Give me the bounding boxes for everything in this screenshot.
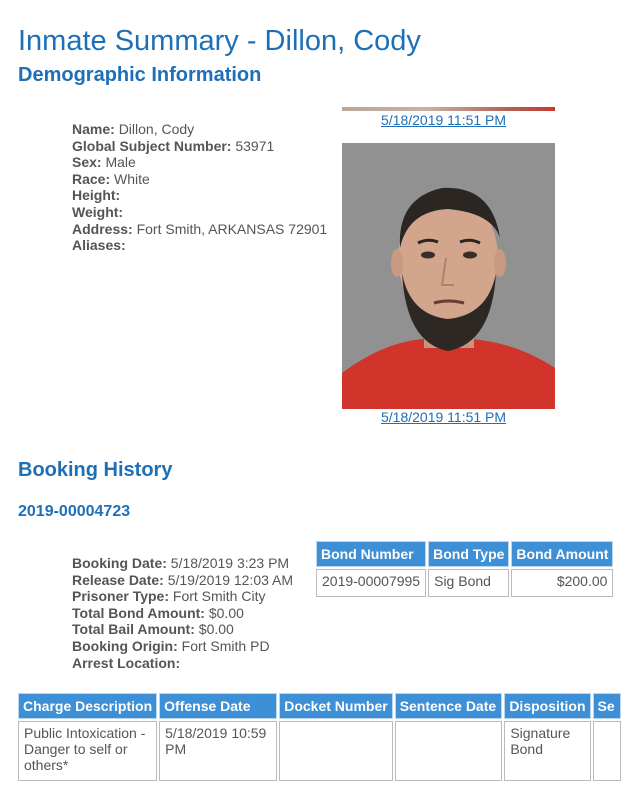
booking-number: 2019-00004723 xyxy=(18,503,131,520)
demographic-heading: Demographic Information xyxy=(18,64,262,86)
charge-description-header: Charge Description xyxy=(18,693,157,719)
field-booking-origin: Booking Origin: Fort Smith PD xyxy=(72,637,270,654)
photo-date-link-bottom[interactable]: 5/18/2019 11:51 PM xyxy=(381,409,507,425)
offense-date-header: Offense Date xyxy=(159,693,277,719)
page-title: Inmate Summary - Dillon, Cody xyxy=(18,25,421,58)
sentence-date-cell xyxy=(395,721,503,781)
charge-description-cell: Public Intoxication - Danger to self or others* xyxy=(18,721,157,781)
bond-number-cell: 2019-00007995 xyxy=(316,569,426,597)
photo-date-link-top[interactable]: 5/18/2019 11:51 PM xyxy=(381,112,507,128)
bond-amount-header: Bond Amount xyxy=(511,541,613,567)
bond-amount-cell: $200.00 xyxy=(511,569,613,597)
field-height: Height: xyxy=(72,187,121,204)
field-race: Race: White xyxy=(72,170,150,187)
field-prisoner-type: Prisoner Type: Fort Smith City xyxy=(72,588,266,605)
demographic-fields xyxy=(72,121,327,254)
docket-number-header: Docket Number xyxy=(279,693,392,719)
field-name: Name: Dillon, Cody xyxy=(72,121,195,137)
offense-date-cell: 5/18/2019 10:59 PM xyxy=(159,721,277,781)
bond-number-header: Bond Number xyxy=(316,541,426,567)
charge-table xyxy=(16,691,623,783)
mugshot-photo xyxy=(342,143,555,409)
table-row xyxy=(316,569,613,597)
field-booking-date: Booking Date: 5/18/2019 3:23 PM xyxy=(72,555,290,571)
field-arrest-location: Arrest Location: xyxy=(72,654,181,671)
disposition-cell: Signature Bond xyxy=(504,721,590,781)
disposition-header: Disposition xyxy=(504,693,590,719)
bond-table-header-row xyxy=(316,541,613,567)
bond-table xyxy=(314,539,615,599)
field-release-date: Release Date: 5/19/2019 12:03 AM xyxy=(72,571,294,588)
charge-table-header-row xyxy=(18,693,621,719)
booking-history-heading: Booking History xyxy=(18,459,173,481)
field-total-bail-amount: Total Bail Amount: $0.00 xyxy=(72,621,234,638)
field-address: Address: Fort Smith, ARKANSAS 72901 xyxy=(72,220,328,237)
sentence-header: Se xyxy=(593,693,621,719)
field-total-bond-amount: Total Bond Amount: $0.00 xyxy=(72,604,244,621)
previous-photo-strip[interactable] xyxy=(342,107,555,111)
sentence-cell xyxy=(593,721,621,781)
bond-type-cell: Sig Bond xyxy=(428,569,509,597)
field-global-subject-number: Global Subject Number: 53971 xyxy=(72,137,275,154)
bond-type-header: Bond Type xyxy=(428,541,509,567)
table-row xyxy=(18,721,621,781)
field-aliases: Aliases: xyxy=(72,237,126,254)
field-weight: Weight: xyxy=(72,203,124,220)
booking-fields xyxy=(72,555,293,671)
sentence-date-header: Sentence Date xyxy=(395,693,503,719)
docket-number-cell xyxy=(279,721,392,781)
field-sex: Sex: Male xyxy=(72,154,136,171)
